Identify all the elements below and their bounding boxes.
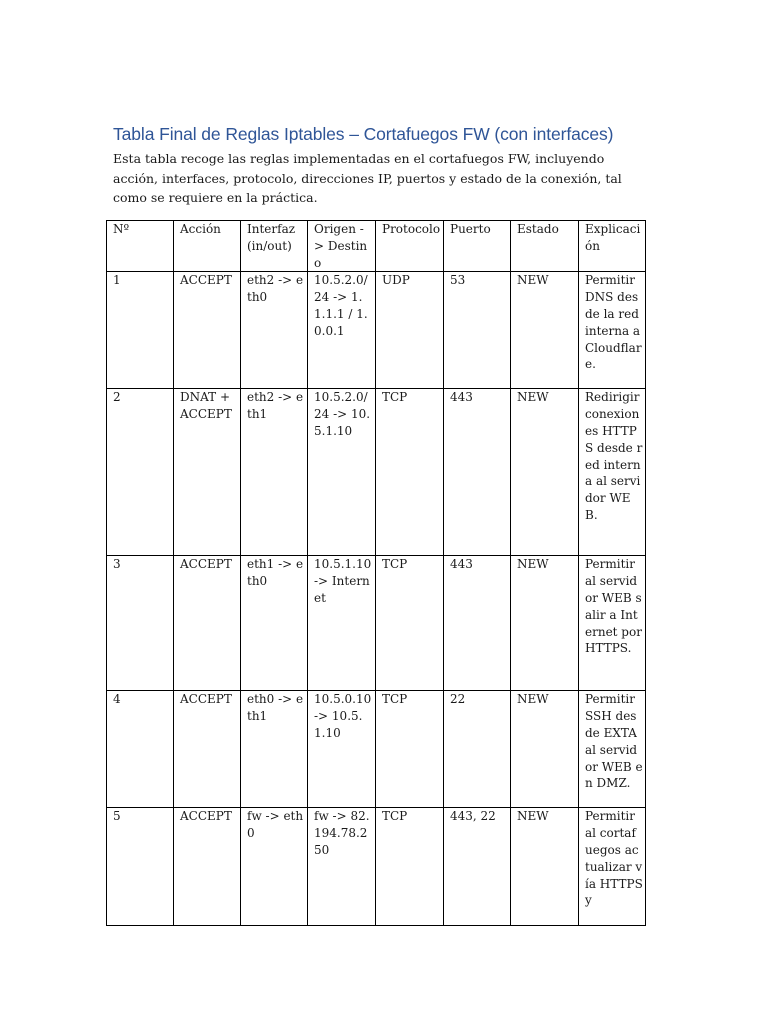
table-cell: 2 — [107, 389, 174, 556]
table-cell: 53 — [444, 272, 511, 389]
table-row — [107, 389, 646, 556]
table-header-row — [107, 221, 646, 272]
table-cell: 10.5.0.10 -> 10.5.1.10 — [308, 691, 376, 808]
table-cell: 10.5.2.0/24 -> 1.1.1.1 / 1.0.0.1 — [308, 272, 376, 389]
table-cell: ACCEPT — [174, 808, 241, 926]
table-cell: ACCEPT — [174, 272, 241, 389]
table-cell: Redirigir conexiones HTTPS desde red interna al servidor WEB. — [579, 389, 646, 556]
table-cell: Permitir al cortafuegos actualizar vía HTTPS y — [579, 808, 646, 926]
table-row — [107, 272, 646, 389]
header-cell: Origen -> Destino — [308, 221, 376, 272]
table-cell: TCP — [376, 389, 444, 556]
table-cell: Permitir SSH desde EXTA al servidor WEB en DMZ. — [579, 691, 646, 808]
table-cell: NEW — [511, 808, 579, 926]
header-cell: Protocolo — [376, 221, 444, 272]
table-cell: ACCEPT — [174, 691, 241, 808]
table-cell: 443 — [444, 389, 511, 556]
header-cell: Explicación — [579, 221, 646, 272]
rules-table — [106, 220, 646, 926]
table-cell: DNAT + ACCEPT — [174, 389, 241, 556]
table-row — [107, 808, 646, 926]
table-cell: eth0 -> eth1 — [241, 691, 308, 808]
table-cell: TCP — [376, 691, 444, 808]
table-cell: 10.5.2.0/24 -> 10.5.1.10 — [308, 389, 376, 556]
header-cell: Interfaz (in/out) — [241, 221, 308, 272]
table-row — [107, 556, 646, 691]
table-cell: 443, 22 — [444, 808, 511, 926]
table-cell: eth2 -> eth1 — [241, 389, 308, 556]
table-cell: 3 — [107, 556, 174, 691]
table-cell: 5 — [107, 808, 174, 926]
table-cell: Permitir DNS desde la red interna a Cloudflare. — [579, 272, 646, 389]
table-cell: 443 — [444, 556, 511, 691]
table-cell: NEW — [511, 691, 579, 808]
table-cell: fw -> eth0 — [241, 808, 308, 926]
table-cell: eth1 -> eth0 — [241, 556, 308, 691]
table-cell: NEW — [511, 389, 579, 556]
header-cell: Estado — [511, 221, 579, 272]
table-cell: 4 — [107, 691, 174, 808]
table-cell: Permitir al servidor WEB salir a Internet por HTTPS. — [579, 556, 646, 691]
table-cell: NEW — [511, 556, 579, 691]
header-cell: Nº — [107, 221, 174, 272]
intro-paragraph: Esta tabla recoge las reglas implementadas en el cortafuegos FW, incluyendo acción, interfaces, protocolo, direcciones IP, puertos y estado de la conexión, tal como se requiere en la práctica. — [113, 151, 622, 205]
table-cell: 10.5.1.10 -> Internet — [308, 556, 376, 691]
table-cell: 22 — [444, 691, 511, 808]
table-cell: eth2 -> eth0 — [241, 272, 308, 389]
table-cell: TCP — [376, 556, 444, 691]
table-cell: fw -> 82.194.78.250 — [308, 808, 376, 926]
table-cell: 1 — [107, 272, 174, 389]
table-cell: TCP — [376, 808, 444, 926]
header-cell: Puerto — [444, 221, 511, 272]
document-title: Tabla Final de Reglas Iptables – Cortafuegos FW (con interfaces) — [113, 124, 614, 144]
table-cell: UDP — [376, 272, 444, 389]
table-cell: ACCEPT — [174, 556, 241, 691]
table-cell: NEW — [511, 272, 579, 389]
header-cell: Acción — [174, 221, 241, 272]
table-row — [107, 691, 646, 808]
